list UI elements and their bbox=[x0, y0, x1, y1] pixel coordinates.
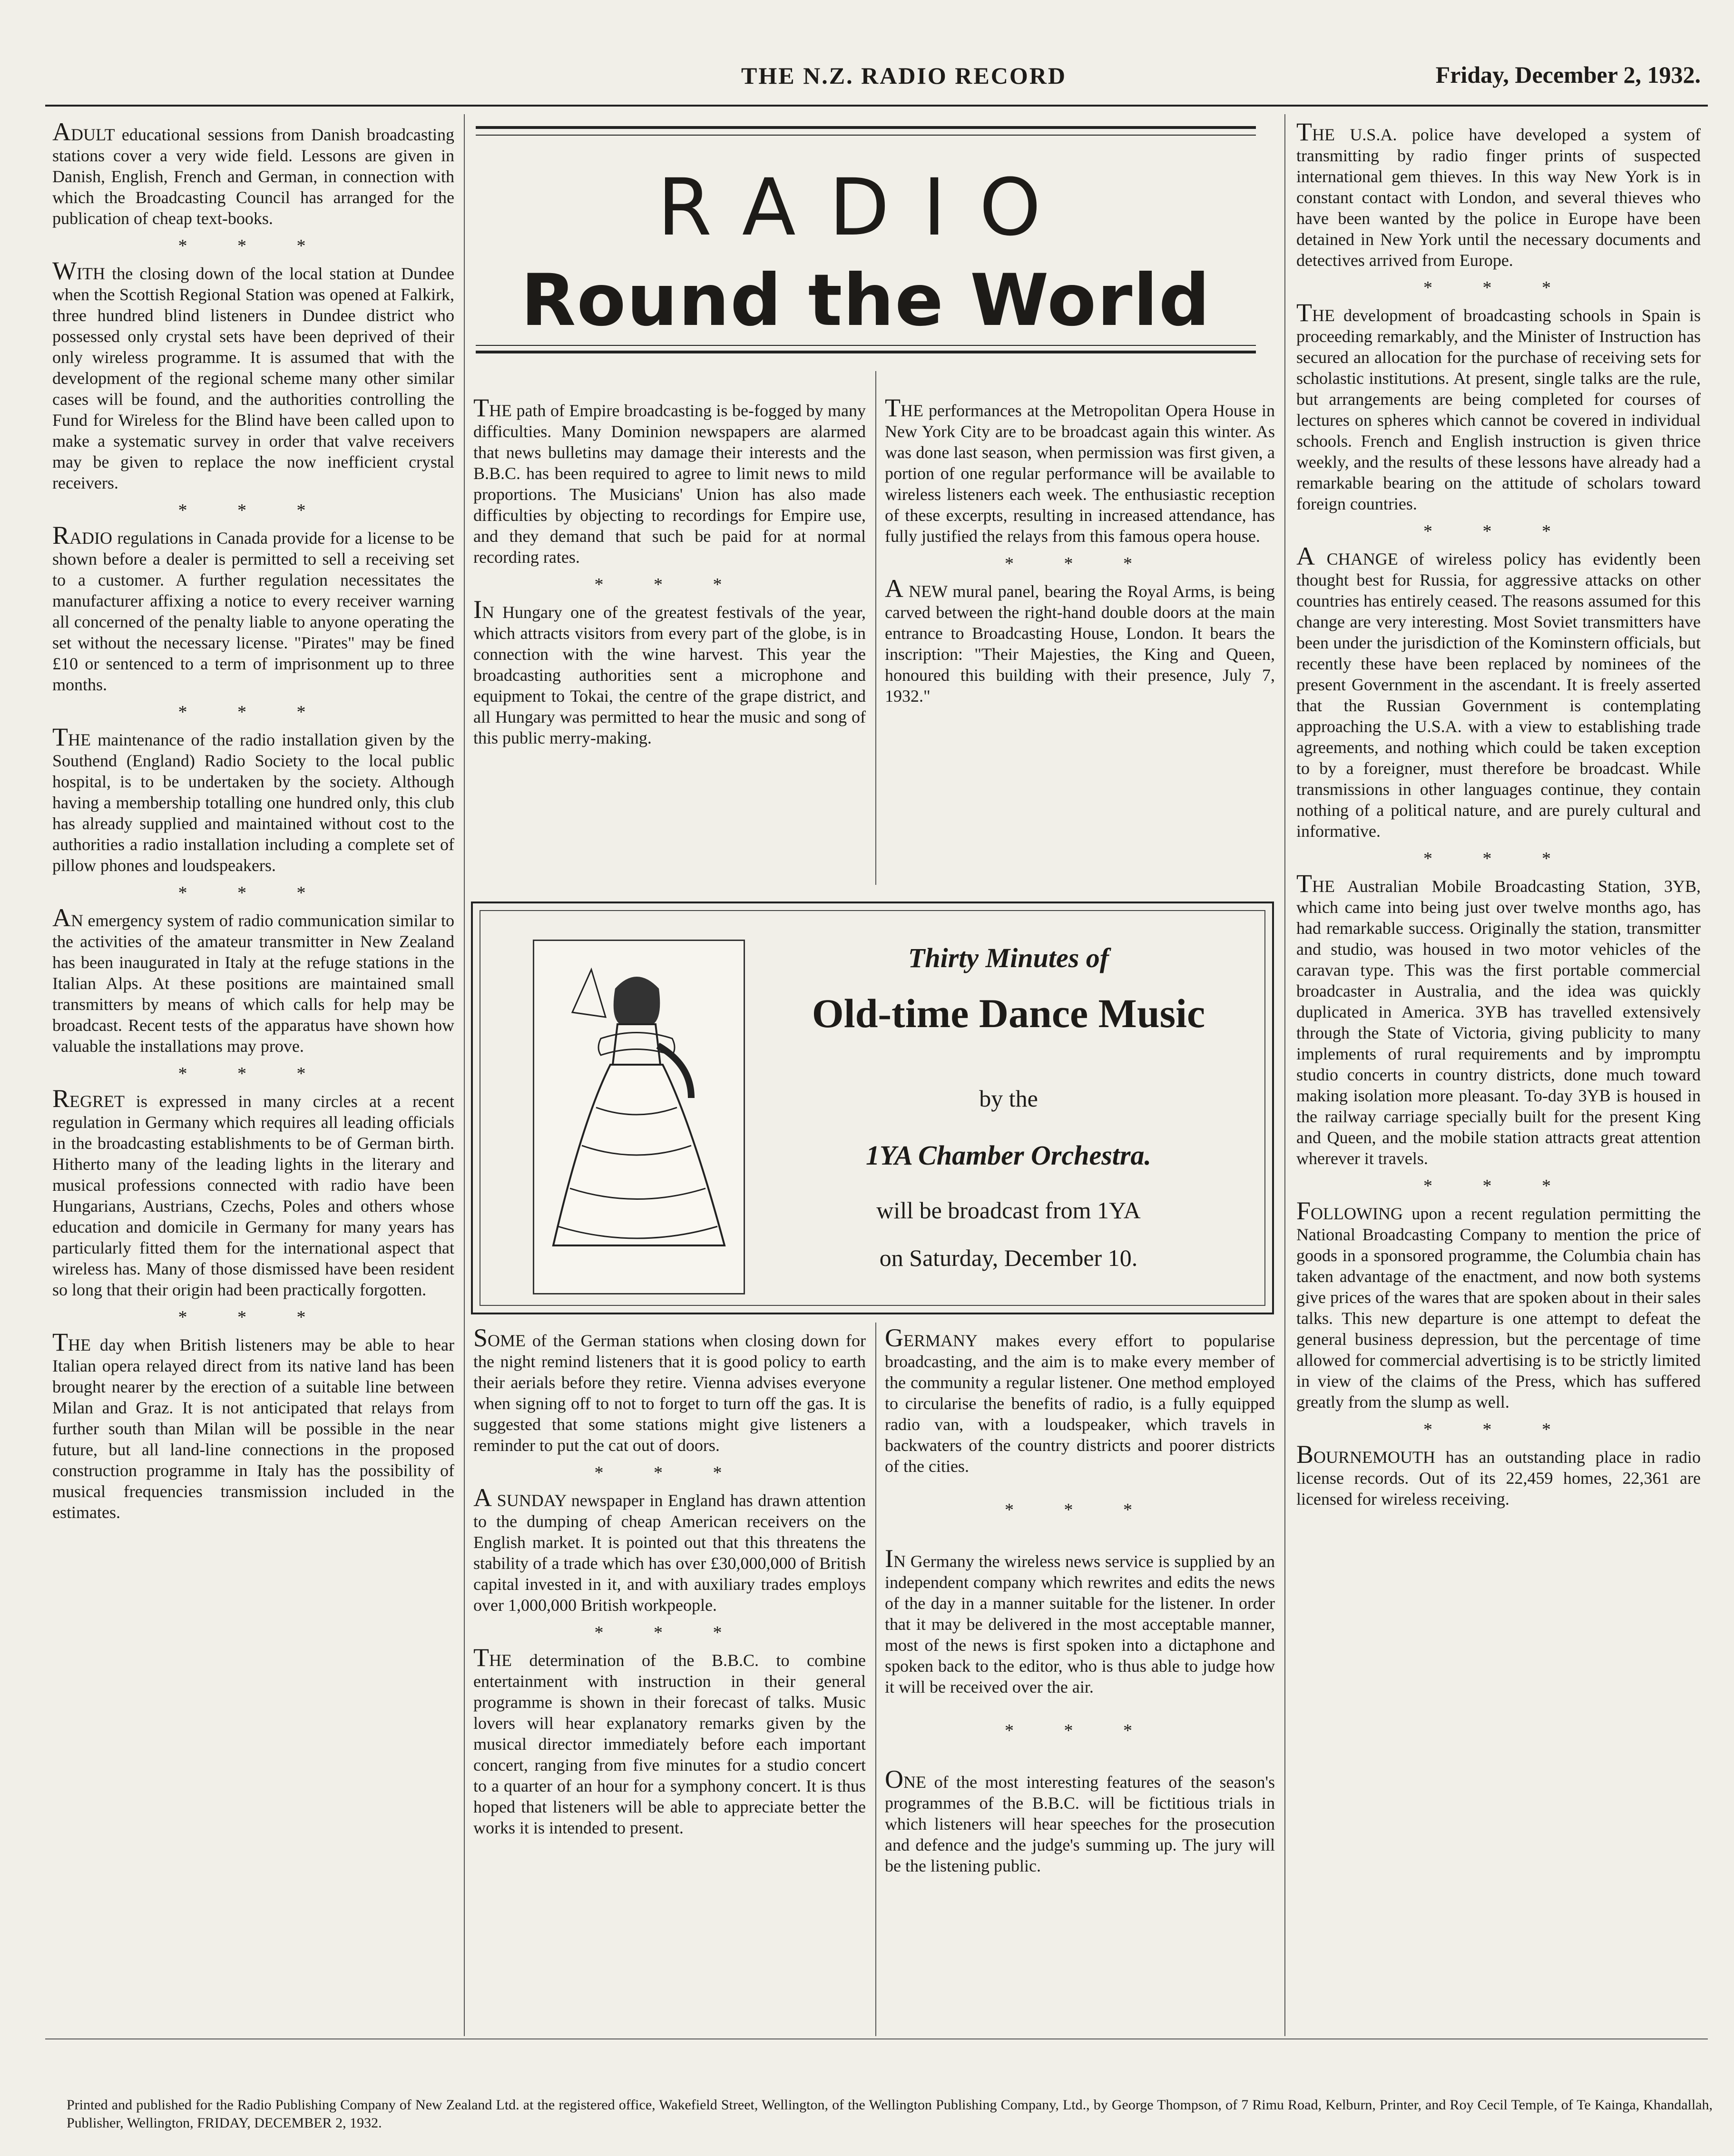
news-item bbox=[885, 393, 1275, 547]
news-item bbox=[1296, 1440, 1701, 1509]
news-item bbox=[52, 1084, 454, 1300]
news-item bbox=[473, 1643, 866, 1838]
news-item bbox=[1296, 869, 1701, 1169]
news-item bbox=[473, 1483, 866, 1616]
headline-rule bbox=[476, 126, 1256, 129]
printer-imprint: Printed and published for the Radio Publishing Company of New Zealand Ltd. at the registered office, Wakefield Street, Wellington, of the Wellington Publishing Company, Ltd., by George Thompson, of 7 Rimu Road, Kelburn, Printer, and Roy Cecil Temple, of Te Kainga, Khandallah, Publisher, Wellington, FRIDAY, DECEMBER 2, 1932. bbox=[67, 2097, 1713, 2131]
drop-cap: T bbox=[473, 393, 489, 422]
separator-stars: * * * bbox=[1005, 554, 1155, 574]
column-rule bbox=[1284, 114, 1285, 2036]
dancer-illustration bbox=[533, 940, 745, 1294]
drop-cap: R bbox=[52, 1084, 70, 1113]
drop-cap: T bbox=[1296, 118, 1312, 146]
news-text: N Germany the wireless news service is supplied by an independent company which rewrites and edits the news of the day in a manner suitable for the listener. In order that it may be delivered in the most acceptable manner, most of the news is first spoken into a dictaphone and spoken back to the editor, who is thus able to judge how it will be received over the air. bbox=[885, 1552, 1275, 1696]
headline-radio: RADIO bbox=[657, 162, 1075, 253]
news-item bbox=[885, 1765, 1275, 1876]
news-text: ADIO regulations in Canada provide for a license to be shown before a dealer is permitted to sell a receiving set to a customer. A further regulation necessitates the manufacturer affixing a notice to every receiver warning all concerned of the penalty liable to anyone operating the set without the necessary license. "Pirates" may be fined £10 or sentenced to a term of imprisonment up to three months. bbox=[52, 529, 454, 694]
news-text: OURNEMOUTH has an outstanding place in radio license records. Out of its 22,459 homes, 22,361 are licensed for wireless receiving. bbox=[1296, 1448, 1701, 1509]
ad-line-by-the: by the bbox=[979, 1085, 1038, 1112]
separator-stars: * * * bbox=[1423, 278, 1574, 298]
news-text: NE of the most interesting features of the season's programmes of the B.B.C. will be fictitious trials in which listeners will hear speeches for the prosecution and defence and the judge's summing up. The jury will be the listening public. bbox=[885, 1773, 1275, 1875]
drop-cap: T bbox=[1296, 298, 1312, 327]
news-text: OLLOWING upon a recent regulation permitting the National Broadcasting Company to mention the price of goods in a sponsored programme, the Columbia chain has taken advantage of the enactment, and now both systems give prices of the wares that are spoken about in their sales talks. This new departure is one attempt to defeat the general business depression, but the percentage of time allowed for commercial advertising is to be strictly limited in view of the claims of the Press, which has suffered greatly from the slump as well. bbox=[1296, 1204, 1701, 1411]
news-text: HE Australian Mobile Broadcasting Station, 3YB, which came into being just over twelve months ago, has had remarkable success. Originally the station, transmitter and studio, was housed in two motor vehicles of the caravan type. This was the first portable commercial broadcaster in Australia, and the idea was quickly duplicated in America. 3YB has travelled extensively through the State of Victoria, giving publicity to many implements of rural requirements and by impromptu studio concerts in country districts, done much toward making isolation more pleasant. To-day 3YB is housed in the railway carriage specially built for the present King and Queen, and the mobile station attracts great attention wherever it travels. bbox=[1296, 877, 1701, 1168]
separator-stars: * * * bbox=[1005, 1500, 1155, 1520]
footer-rule bbox=[45, 2038, 1708, 2039]
column-3-upper bbox=[885, 393, 1275, 714]
separator-stars: * * * bbox=[1423, 521, 1574, 541]
separator-stars: * * * bbox=[1423, 849, 1574, 869]
drop-cap: S bbox=[473, 1323, 488, 1352]
dancer-hair bbox=[614, 977, 660, 1024]
news-text: N Hungary one of the greatest festivals of the year, which attracts visitors from every part of the globe, is in connection with the wine harvest. This year the broadcasting authorities sent a microphone and equipment to Tokai, the centre of the grape district, and all Hungary was permitted to hear the music and song of this public merry-making. bbox=[473, 603, 866, 747]
news-item bbox=[1296, 298, 1701, 514]
separator-stars: * * * bbox=[178, 500, 329, 520]
drop-cap: W bbox=[52, 256, 77, 285]
separator-stars: * * * bbox=[178, 236, 329, 256]
news-item bbox=[52, 521, 454, 695]
news-text: HE path of Empire broadcasting is be-fogged by many difficulties. Many Dominion newspapers are alarmed that news bulletins may damage their interests and the B.B.C. has been required to agree to limit news to mild proportions. The Musicians' Union has also made difficulties by objecting to recordings for Empire use, and they demand that such be paid for at normal recording rates. bbox=[473, 401, 866, 567]
news-text: ERMANY makes every effort to popularise broadcasting, and the aim is to make every member of the community a regular listener. One method employed to circularise the benefits of radio, is a fully equipped radio van, with a loudspeaker, which travels in backwaters of the country districts and poorer districts of the cities. bbox=[885, 1331, 1275, 1476]
news-text: HE maintenance of the radio installation given by the Southend (England) Radio Society to the local public hospital, is to be undertaken by the society. Although having a membership totalling one hundred only, this club has already supplied and maintained without cost to the authorities a radio installation including a complete set of pillow phones and loudspeakers. bbox=[52, 730, 454, 875]
news-item bbox=[473, 595, 866, 748]
news-item bbox=[52, 118, 454, 229]
column-2-lower bbox=[473, 1323, 866, 1846]
separator-stars: * * * bbox=[594, 1463, 745, 1483]
advertisement-inner-border bbox=[480, 910, 1265, 1306]
news-text: N emergency system of radio communication similar to the activities of the amateur transmitter in New Zealand has been inaugurated in Italy at the refuge stations in the Italian Alps. At these positions are maintained small transmitters by means of which calls for help may be broadcast. Recent tests of the apparatus have shown how valuable the installations may prove. bbox=[52, 911, 454, 1056]
column-4 bbox=[1296, 118, 1701, 1517]
drop-cap: A bbox=[52, 118, 71, 146]
dancer-illustration-svg bbox=[534, 941, 744, 1293]
news-item bbox=[52, 1328, 454, 1523]
news-text: CHANGE of wireless policy has evidently been thought best for Russia, for aggressive attacks on other countries has entirely ceased. The reasons assumed for this change are very interesting. Most Soviet transmitters have been under the jurisdiction of the Kominstern officials, but recently these have been replaced by nominees of the present Government in the ascendant. It is freely asserted that the Russian Government is contemplating approaching the U.S.A. with a view to establishing trade agreements, and nothing which could be taken exception to by a foreigner, must therefore be broadcast. While transmissions in other languages continue, they contain nothing of a political nature, and are purely cultural and informative. bbox=[1296, 549, 1701, 841]
column-3-lower bbox=[885, 1323, 1275, 1884]
news-item bbox=[52, 903, 454, 1057]
drop-cap: T bbox=[52, 723, 68, 751]
drop-cap: T bbox=[885, 393, 901, 422]
ad-line-date: on Saturday, December 10. bbox=[879, 1245, 1138, 1271]
news-text: HE performances at the Metropolitan Opera House in New York City are to be broadcast again this winter. As was done last season, when permission was first given, a portion of one regular performance will be available to wireless listeners each week. The enthusiastic reception of these excerpts, resulting in increased attendance, has fully justified the relays from this famous opera house. bbox=[885, 401, 1275, 546]
issue-date: Friday, December 2, 1932. bbox=[1435, 61, 1701, 88]
column-rule bbox=[875, 371, 876, 885]
news-item bbox=[1296, 542, 1701, 842]
ad-line-broadcast-from: will be broadcast from 1YA bbox=[876, 1197, 1141, 1224]
drop-cap: I bbox=[473, 595, 482, 624]
news-item bbox=[52, 256, 454, 493]
news-item bbox=[1296, 118, 1701, 271]
headline-round-the-world: Round the World bbox=[520, 259, 1211, 342]
news-text: HE U.S.A. police have developed a system of transmitting by radio finger prints of suspected international gem thieves. In this way New York is in constant contact with London, and several thieves who have been wanted by the police in Europe have been detained in New York until the necessary documents and detectives arrived from Europe. bbox=[1296, 125, 1701, 270]
news-text: NEW mural panel, bearing the Royal Arms, is being carved between the right-hand double doors at the main entrance to Broadcasting House, London. It bears the inscription: "Their Majesties, the King and Queen, honoured this building with their presence, July 7, 1932." bbox=[885, 582, 1275, 706]
news-text: EGRET is expressed in many circles at a recent regulation in Germany which requires all leading officials in the broadcasting establishments to be of German birth. Hitherto many of the leading lights in the literary and musical professions connected with radio have been Hungarians, Austrians, Czechs, Poles and others whose education and domicile in Germany for many years has particularly fitted them for the international aspect that wireless has. Many of those dismissed have been resident so long that their origin had been practically forgotten. bbox=[52, 1092, 454, 1299]
ad-line-old-time-dance-music: Old-time Dance Music bbox=[812, 990, 1205, 1036]
column-1 bbox=[52, 118, 454, 1530]
news-text: HE day when British listeners may be able to hear Italian opera relayed direct from its native land has been brought nearer by the erection of a suitable line between Milan and Graz. It is not anticipated that relays from further south than Milan will be possible in the near future, but all land-line connections in the proposed construction programme in Italy has the possibility of musical frequencies transmission included in the estimates. bbox=[52, 1335, 454, 1522]
news-text: HE development of broadcasting schools in Spain is proceeding remarkably, and the Minister of Instruction has secured an allocation for the purchase of receiving sets for scholastic institutions. At present, single talks are the rule, but arrangements are being completed for courses of lectures on spheres which cannot be covered in individual schools. French and English instruction is given thrice weekly, and the results of these lessons have already had a remarkable bearing on the attitude of scholars toward foreign countries. bbox=[1296, 306, 1701, 513]
news-item bbox=[473, 393, 866, 568]
column-2-upper bbox=[473, 393, 866, 756]
news-text: OME of the German stations when closing down for the night remind listeners that it is good policy to earth their aerials before they retire. Vienna advises everyone when signing off to not to forget to turn off the gas. It is suggested that some stations might give listeners a reminder to put the cat out of doors. bbox=[473, 1331, 866, 1455]
news-text: SUNDAY newspaper in England has drawn attention to the dumping of cheap American receivers on the English market. It is pointed out that this threatens the stability of a trade which has over £30,000,000 of British capital invested in it, and with auxiliary trades employs over 1,000,000 British workpeople. bbox=[473, 1491, 866, 1615]
drop-cap: A bbox=[52, 903, 71, 932]
fan-icon bbox=[572, 970, 606, 1017]
drop-cap: G bbox=[885, 1323, 903, 1352]
separator-stars: * * * bbox=[1423, 1420, 1574, 1440]
separator-stars: * * * bbox=[178, 1307, 329, 1327]
headline-rule bbox=[476, 135, 1256, 136]
drop-cap: F bbox=[1296, 1196, 1311, 1225]
separator-stars: * * * bbox=[1005, 1721, 1155, 1741]
separator-stars: * * * bbox=[594, 575, 745, 595]
drop-cap: A bbox=[885, 574, 903, 603]
drop-cap: R bbox=[52, 521, 70, 549]
drop-cap: T bbox=[1296, 869, 1312, 898]
separator-stars: * * * bbox=[594, 1623, 745, 1643]
news-item bbox=[885, 574, 1275, 706]
running-title: THE N.Z. RADIO RECORD bbox=[741, 62, 1067, 89]
dancer-bodice bbox=[613, 1024, 660, 1065]
ad-line-orchestra: 1YA Chamber Orchestra. bbox=[866, 1140, 1151, 1171]
header-rule bbox=[45, 105, 1708, 107]
drop-cap: I bbox=[885, 1544, 893, 1573]
advertisement-box bbox=[471, 902, 1274, 1314]
separator-stars: * * * bbox=[178, 702, 329, 722]
news-text: ITH the closing down of the local station at Dundee when the Scottish Regional Station was opened at Falkirk, three hundred blind listeners in Dundee district who possessed only crystal sets have been deprived of their only wireless programme. It is assumed that with the development of the regional scheme many other similar cases will be found, and the authorities controlling the Fund for Wireless for the Blind have been called upon to make a systematic survey in order that valve receivers may be given to replace the now inefficient crystal receivers. bbox=[52, 264, 454, 492]
drop-cap: T bbox=[473, 1643, 489, 1672]
news-text: DULT educational sessions from Danish broadcasting stations cover a very wide field. Lessons are given in Danish, English, French and German, in connection with which the Broadcasting Council has arranged for the publication of cheap text-books. bbox=[52, 125, 454, 228]
column-rule bbox=[464, 114, 465, 2036]
drop-cap: A bbox=[473, 1483, 492, 1512]
news-item bbox=[473, 1323, 866, 1456]
drop-cap: T bbox=[52, 1328, 68, 1356]
drop-cap: O bbox=[885, 1765, 903, 1793]
separator-stars: * * * bbox=[178, 1064, 329, 1084]
headline-rule bbox=[476, 351, 1256, 353]
column-rule bbox=[875, 1323, 876, 2036]
separator-stars: * * * bbox=[178, 883, 329, 903]
news-item bbox=[885, 1544, 1275, 1697]
news-item bbox=[885, 1323, 1275, 1477]
headline-block bbox=[476, 121, 1256, 359]
news-item bbox=[1296, 1196, 1701, 1412]
news-text: HE determination of the B.B.C. to combine entertainment with instruction in their general programme is shown in their forecast of talks. Music lovers will hear explanatory remarks given by the musical director immediately before each important concert, ranging from five minutes for a studio concert to a quarter of an hour for a symphony concert. It is thus hoped that listeners will be able to appreciate better the works it is intended to present. bbox=[473, 1651, 866, 1837]
drop-cap: A bbox=[1296, 542, 1315, 570]
news-item bbox=[52, 723, 454, 876]
separator-stars: * * * bbox=[1423, 1176, 1574, 1196]
headline-rule bbox=[476, 345, 1256, 346]
drop-cap: B bbox=[1296, 1440, 1314, 1469]
ad-line-thirty-minutes: Thirty Minutes of bbox=[908, 942, 1109, 973]
